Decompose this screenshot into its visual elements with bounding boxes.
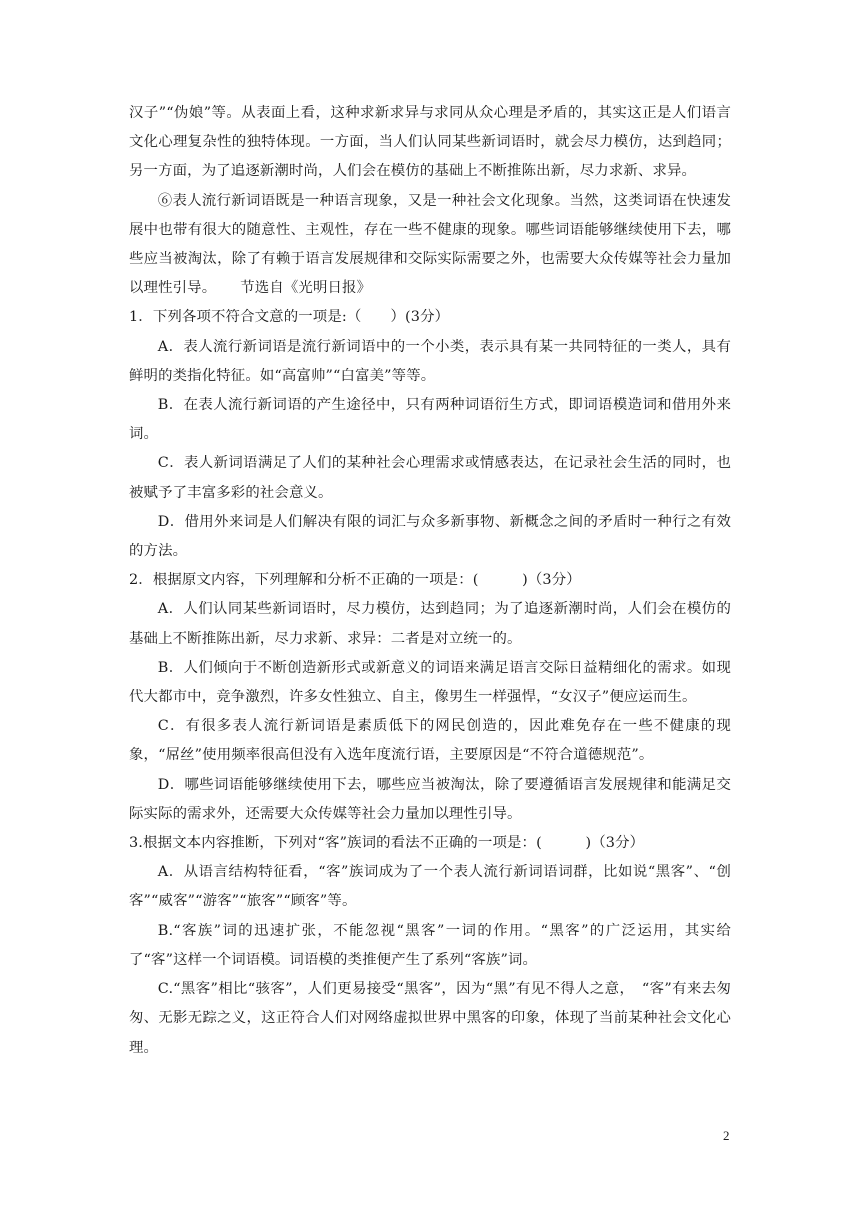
source-citation: 节选自《光明日报》 <box>240 280 372 297</box>
option-d: D．哪些词语能够继续使用下去，哪些应当被淘汰，除了要遵循语言发展规律和能满足交际实际的需求外，还需要大众传媒等社会力量加以理性引导。 <box>129 776 731 822</box>
option-a: A．表人流行新词语是流行新词语中的一个小类，表示具有某一共同特征的一类人，具有鲜明的类指化特征。如“高富帅”“白富美”等等。 <box>129 338 731 384</box>
option-d: D．借用外来词是人们解决有限的词汇与众多新事物、新概念之间的矛盾时一种行之有效的方法。 <box>129 513 731 560</box>
passage-paragraph-continued: 汉子”“伪娘”等。从表面上看，这种求新求异与求同从众心理是矛盾的，其实这正是人们语言文化心理复杂性的独特体现。一方面，当人们认同某些新词语时，就会尽力模仿，达到趋同；另一方面，为了追逐新潮时尚，人们会在模仿的基础上不断推陈出新，尽力求新、求异。 <box>129 105 731 180</box>
option-c: C.“黑客”相比“骇客”，人们更易接受“黑客”，因为“黑”有见不得人之意， “客”有来去匆匆、无影无踪之义，这正符合人们对网络虚拟世界中黑客的印象，体现了当前某种社会文化心理。 <box>129 981 731 1056</box>
option-c: C．有很多表人流行新词语是素质低下的网民创造的，因此难免存在一些不健康的现象，“屌丝”使用频率很高但没有入选年度流行语，主要原因是“不符合道德规范”。 <box>129 718 731 764</box>
option-c: C．表人新词语满足了人们的某种社会心理需求或情感表达，在记录社会生活的同时，也被赋予了丰富多彩的社会意义。 <box>129 455 731 501</box>
question-3 <box>129 829 731 1063</box>
question-stem: 3.根据文本内容推断，下列对“客”族词的看法不正确的一项是：( )（3分） <box>129 835 645 852</box>
question-stem: 1．下列各项不符合文意的一项是:（ ）(3分） <box>129 309 450 326</box>
option-a: A．人们认同某些新词语时，尽力模仿，达到趋同；为了追逐新潮时尚，人们会在模仿的基础上不断推陈出新，尽力求新、求异：二者是对立统一的。 <box>129 601 731 647</box>
passage-paragraph-6 <box>129 187 731 304</box>
question-1 <box>129 303 731 566</box>
question-stem: 2．根据原文内容，下列理解和分析不正确的一项是：( )（3分） <box>129 572 581 589</box>
paragraph-6-text: ⑥表人流行新词语既是一种语言现象，又是一种社会文化现象。当然，这类词语在快速发展中也带有很大的随意性、主观性，存在一些不健康的现象。哪些词语能够继续使用下去，哪些应当被淘汰，除了有赖于语言发展规律和交际实际需要之外，也需要大众传媒等社会力量加以理性引导。 <box>129 192 731 297</box>
option-b: B.“客族”词的迅速扩张，不能忽视“黑客”一词的作用。“黑客”的广泛运用，其实给了“客”这样一个词语模。词语模的类推便产生了系列“客族”词。 <box>129 922 731 968</box>
page-number: 2 <box>723 1128 730 1143</box>
option-b: B．人们倾向于不断创造新形式或新意义的词语来满足语言交际日益精细化的需求。如现代大都市中，竞争激烈，许多女性独立、自主，像男生一样强悍，“女汉子”便应运而生。 <box>129 659 731 706</box>
question-2 <box>129 566 731 829</box>
option-b: B．在表人流行新词语的产生途径中，只有两种词语衍生方式，即词语模造词和借用外来词。 <box>129 397 731 443</box>
option-a: A．从语言结构特征看，“客”族词成为了一个表人流行新词语词群，比如说“黑客”、“创客”“威客”“游客”“旅客”“顾客”等。 <box>129 864 731 910</box>
document-body <box>129 99 731 1063</box>
